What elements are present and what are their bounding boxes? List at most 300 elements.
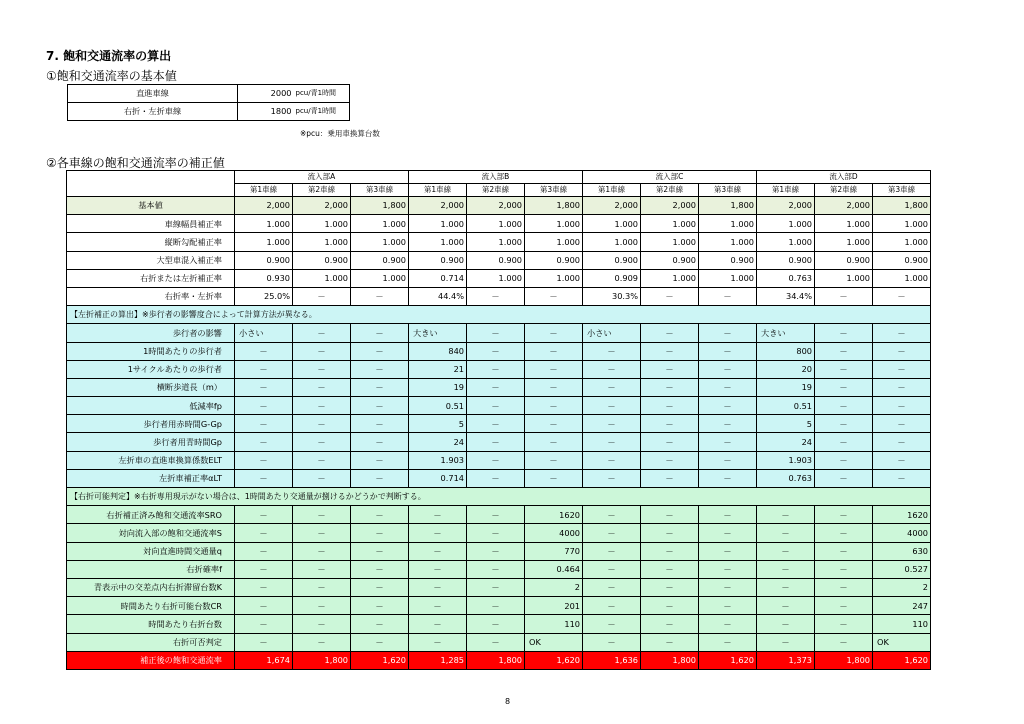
cell: － [815,560,873,578]
section-heading: 7. 飽和交通流率の算出 [46,49,172,63]
cell: － [641,415,699,433]
cell: － [699,615,757,633]
section-label: 【左折補正の算出】※歩行者の影響度合によって計算方法が異なる。 [67,306,931,324]
cell: － [873,451,931,469]
cell: － [351,578,409,596]
cell: － [467,378,525,396]
section-row-right-turn [67,488,931,506]
row-label: 右折率・左折率 [67,287,235,305]
cell: － [583,524,641,542]
cell: 0.900 [409,251,467,269]
cell: － [757,560,815,578]
cell: 24 [757,433,815,451]
cell: 0.900 [351,251,409,269]
cell: － [525,378,583,396]
table-row [67,542,931,560]
cell: － [641,342,699,360]
cell: 2,000 [583,197,641,215]
cell: 1.000 [293,215,351,233]
cell: － [699,542,757,560]
cell: － [467,633,525,651]
table-row [67,633,931,651]
cell: － [235,506,293,524]
cell: － [815,597,873,615]
cell: － [699,506,757,524]
cell: 2 [525,578,583,596]
cell: 1.000 [409,215,467,233]
lane-header: 第2車線 [815,184,873,197]
cell: 1.000 [757,233,815,251]
cell: － [583,633,641,651]
basic-row-unit: pcu/青1時間 [294,85,350,103]
table-row [67,378,931,396]
cell: 1.000 [873,233,931,251]
cell: － [293,287,351,305]
approach-header: 流入部B [409,171,583,184]
cell: － [815,542,873,560]
cell: － [583,342,641,360]
basic-row-value: 2000 [238,85,294,103]
cell: － [815,342,873,360]
cell: － [583,415,641,433]
cell: － [409,597,467,615]
cell: － [467,469,525,487]
cell: － [351,597,409,615]
basic-row-value: 1800 [238,103,294,121]
table-row [67,578,931,596]
cell: － [525,451,583,469]
cell: 30.3% [583,287,641,305]
cell: － [351,433,409,451]
cell: 21 [409,360,467,378]
cell: 1,800 [293,651,351,669]
cell: 1,674 [235,651,293,669]
cell: － [815,433,873,451]
cell: 小さい [583,324,641,342]
cell: 1,620 [351,651,409,669]
cell: － [699,415,757,433]
cell: － [873,397,931,415]
pcu-note: ※pcu：乗用車換算台数 [300,129,380,138]
approach-header: 流入部A [235,171,409,184]
cell: 1.000 [815,215,873,233]
cell: － [815,451,873,469]
row-label: 対向直進時間交通量q [67,542,235,560]
cell: － [235,633,293,651]
cell: － [583,397,641,415]
cell: 大きい [757,324,815,342]
cell: 1.000 [583,215,641,233]
cell: － [293,342,351,360]
cell: － [815,287,873,305]
cell: － [641,397,699,415]
cell: － [467,397,525,415]
header-blank [67,171,235,197]
cell: 0.900 [583,251,641,269]
cell: － [641,633,699,651]
basic-values-table [67,84,350,121]
lane-header: 第1車線 [235,184,293,197]
cell: － [641,542,699,560]
lane-header: 第1車線 [583,184,641,197]
cell: － [699,560,757,578]
cell: － [583,542,641,560]
cell: 0.763 [757,269,815,287]
table-row [67,269,931,287]
lane-header: 第3車線 [699,184,757,197]
cell: － [699,342,757,360]
cell: 1,636 [583,651,641,669]
cell: 1.000 [525,233,583,251]
row-label: 横断歩道長（m） [67,378,235,396]
basic-row-unit: pcu/青1時間 [294,103,350,121]
cell: 1.000 [235,233,293,251]
cell: － [293,324,351,342]
cell: 1,800 [873,197,931,215]
cell: － [293,506,351,524]
cell: － [699,578,757,596]
row-label: 1サイクルあたりの歩行者 [67,360,235,378]
cell: － [351,633,409,651]
cell: 2 [873,578,931,596]
cell: － [641,597,699,615]
cell: 110 [873,615,931,633]
cell: 1,800 [467,651,525,669]
cell: － [583,360,641,378]
cell: 2,000 [641,197,699,215]
cell: 1.000 [351,269,409,287]
row-label: 時間あたり右折台数 [67,615,235,633]
cell: － [235,615,293,633]
cell: － [699,287,757,305]
cell: － [293,397,351,415]
lane-header: 第1車線 [757,184,815,197]
cell: － [699,324,757,342]
cell: － [525,415,583,433]
table-row [67,215,931,233]
cell: － [467,324,525,342]
cell: － [757,615,815,633]
cell: 1,620 [873,651,931,669]
cell: － [467,433,525,451]
cell: － [525,342,583,360]
cell: 24 [409,433,467,451]
cell: － [583,378,641,396]
cell: － [757,524,815,542]
table-row [67,397,931,415]
cell: － [293,451,351,469]
cell: 1,620 [699,651,757,669]
cell: 201 [525,597,583,615]
cell: － [235,360,293,378]
cell: － [757,506,815,524]
cell: － [641,378,699,396]
cell: － [757,597,815,615]
table-row [67,233,931,251]
cell: － [873,433,931,451]
cell: － [467,560,525,578]
cell: － [235,597,293,615]
cell: 1.000 [467,233,525,251]
cell: － [409,615,467,633]
cell: － [467,360,525,378]
cell: － [235,397,293,415]
cell: 2,000 [757,197,815,215]
cell: － [757,578,815,596]
section-row-left-turn [67,306,931,324]
cell: － [641,469,699,487]
cell: 0.714 [409,469,467,487]
cell: 0.909 [583,269,641,287]
cell: － [235,469,293,487]
cell: － [525,360,583,378]
cell: － [351,451,409,469]
cell: － [351,469,409,487]
cell: 0.464 [525,560,583,578]
cell: 1.000 [641,215,699,233]
row-label: 左折車の直進車換算係数ELT [67,451,235,469]
cell: 大きい [409,324,467,342]
cell: 1620 [873,506,931,524]
cell: － [699,524,757,542]
cell: 0.900 [873,251,931,269]
cell: － [583,597,641,615]
cell: － [467,451,525,469]
cell: － [467,615,525,633]
cell: 1,373 [757,651,815,669]
cell: － [873,415,931,433]
cell: 0.900 [525,251,583,269]
row-label: 青表示中の交差点内右折滞留台数K [67,578,235,596]
cell: － [699,433,757,451]
cell: － [409,560,467,578]
cell: － [583,469,641,487]
cell: － [525,324,583,342]
cell: － [873,360,931,378]
table-row [67,451,931,469]
cell: － [815,524,873,542]
row-label: 右折または左折補正率 [67,269,235,287]
cell: 1.903 [757,451,815,469]
cell: － [699,469,757,487]
cell: 34.4% [757,287,815,305]
cell: 1,285 [409,651,467,669]
cell: － [815,578,873,596]
cell: － [583,578,641,596]
cell: － [351,397,409,415]
cell: － [815,469,873,487]
cell: － [351,560,409,578]
cell: － [235,560,293,578]
cell: 0.51 [409,397,467,415]
cell: － [409,524,467,542]
cell: 1.000 [293,233,351,251]
final-flow-row [67,651,931,669]
cell: 1,800 [699,197,757,215]
cell: － [293,433,351,451]
cell: 1.000 [873,269,931,287]
cell: 840 [409,342,467,360]
cell: 2,000 [235,197,293,215]
cell: － [583,433,641,451]
cell: 20 [757,360,815,378]
cell: － [467,524,525,542]
cell: 1.000 [351,233,409,251]
cell: 0.900 [293,251,351,269]
cell: 0.900 [815,251,873,269]
cell: － [351,415,409,433]
cell: － [641,524,699,542]
cell: － [641,560,699,578]
cell: － [351,615,409,633]
cell: 0.900 [467,251,525,269]
cell: 1.000 [583,233,641,251]
basic-row [68,85,350,103]
cell: － [815,615,873,633]
cell: 0.930 [235,269,293,287]
cell: 1,800 [815,651,873,669]
table-row [67,342,931,360]
cell: － [699,451,757,469]
lane-header: 第3車線 [873,184,931,197]
cell: 1.000 [467,215,525,233]
cell: － [293,378,351,396]
cell: － [873,342,931,360]
basic-values-title: ①飽和交通流率の基本値 [46,69,177,83]
cell: － [235,578,293,596]
cell: － [641,360,699,378]
cell: － [815,633,873,651]
cell: 19 [757,378,815,396]
cell: － [293,560,351,578]
cell: － [235,542,293,560]
cell: － [583,451,641,469]
cell: － [293,578,351,596]
cell: － [351,524,409,542]
cell: 0.900 [699,251,757,269]
cell: 1.000 [699,269,757,287]
cell: － [235,433,293,451]
cell: － [467,578,525,596]
cell: 19 [409,378,467,396]
cell: 1.000 [235,215,293,233]
approach-header-row [67,171,931,184]
table-row [67,251,931,269]
row-label: 車線幅員補正率 [67,215,235,233]
cell: － [351,506,409,524]
cell: 4000 [525,524,583,542]
approach-header: 流入部D [757,171,931,184]
lane-header: 第3車線 [525,184,583,197]
cell: － [351,342,409,360]
basic-row [68,103,350,121]
cell: － [293,597,351,615]
cell: 110 [525,615,583,633]
cell: 1.000 [815,269,873,287]
cell: － [293,469,351,487]
cell: 1,800 [351,197,409,215]
cell: OK [873,633,931,651]
cell: 1.000 [815,233,873,251]
cell: 0.527 [873,560,931,578]
cell: 1.000 [757,215,815,233]
row-label: 1時間あたりの歩行者 [67,342,235,360]
cell: － [873,378,931,396]
cell: OK [525,633,583,651]
cell: － [641,287,699,305]
cell: － [351,378,409,396]
cell: － [641,433,699,451]
cell: － [583,615,641,633]
row-label: 右折補正済み飽和交通流率SRO [67,506,235,524]
cell: 1.000 [351,215,409,233]
cell: 0.900 [235,251,293,269]
row-label: 基本値 [67,197,235,215]
cell: － [757,542,815,560]
cell: 1.000 [641,269,699,287]
cell: 小さい [235,324,293,342]
cell: － [293,360,351,378]
cell: － [293,615,351,633]
cell: － [467,506,525,524]
table-row [67,415,931,433]
cell: － [467,542,525,560]
cell: 0.763 [757,469,815,487]
cell: － [525,287,583,305]
cell: － [351,542,409,560]
table-row [67,506,931,524]
row-label: 補正後の飽和交通流率 [67,651,235,669]
cell: 2,000 [409,197,467,215]
table-row [67,560,931,578]
cell: 5 [757,415,815,433]
cell: 1.000 [699,215,757,233]
cell: － [699,633,757,651]
approach-header: 流入部C [583,171,757,184]
cell: － [815,397,873,415]
cell: － [409,578,467,596]
row-label: 歩行者用赤時間G-Gp [67,415,235,433]
row-label: 時間あたり右折可能台数CR [67,597,235,615]
cell: 1.000 [873,215,931,233]
row-label: 左折車補正率αLT [67,469,235,487]
cell: 1.000 [525,269,583,287]
cell: － [641,506,699,524]
cell: 2,000 [815,197,873,215]
cell: － [815,506,873,524]
cell: － [641,451,699,469]
cell: 770 [525,542,583,560]
row-label: 低減率fp [67,397,235,415]
cell: 2,000 [467,197,525,215]
cell: 1.000 [409,233,467,251]
table-row [67,597,931,615]
cell: 5 [409,415,467,433]
cell: － [467,342,525,360]
cell: 247 [873,597,931,615]
row-label: 右折確率f [67,560,235,578]
cell: － [525,433,583,451]
row-label: 右折可否判定 [67,633,235,651]
cell: 1.000 [467,269,525,287]
cell: 1620 [525,506,583,524]
cell: － [409,542,467,560]
cell: 0.900 [757,251,815,269]
cell: 1.000 [293,269,351,287]
cell: 630 [873,542,931,560]
cell: － [641,615,699,633]
section-label: 【右折可能判定】※右折専用現示がない場合は、1時間あたり交通量が捌けるかどうかで判断する。 [67,488,931,506]
